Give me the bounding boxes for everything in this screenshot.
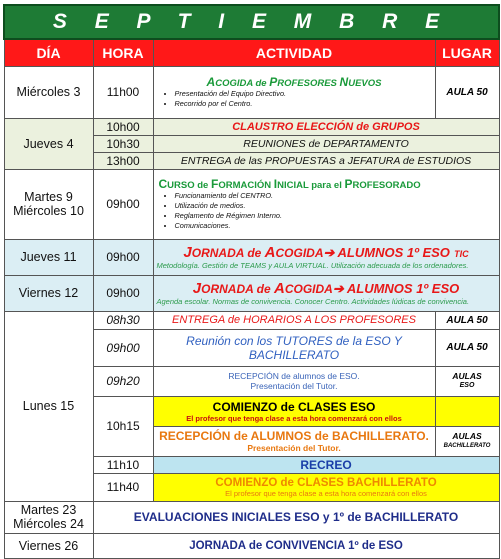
activity-subtitle: Metodología. Gestión de TEAMS y AULA VIRTUAL. Utilización adecuada de los ordenadores. (156, 261, 469, 270)
day-cell: Martes 23 Miércoles 24 (4, 501, 93, 533)
activity-cell (153, 239, 499, 275)
header-activity: ACTIVIDAD (153, 39, 435, 66)
activity-cell (153, 66, 435, 118)
day-cell: Jueves 4 (4, 118, 93, 169)
table-row (4, 118, 499, 135)
place-cell: AULA 50 (435, 311, 499, 329)
place-cell (435, 396, 499, 426)
hour-cell: 09h00 (93, 275, 153, 311)
day-cell: Miércoles 3 (4, 66, 93, 118)
hour-cell: 13h00 (93, 152, 153, 169)
table-row (4, 239, 499, 275)
table-row (4, 533, 499, 558)
day-cell: Lunes 15 (4, 311, 93, 501)
place-cell: AULA 50 (435, 66, 499, 118)
tic-label: TIC (454, 249, 469, 259)
hour-cell: 10h15 (93, 396, 153, 456)
activity-cell: COMIENZO de CLASES BACHILLERATO El profesor que tenga clase a esta hora comenzará con ellos (153, 473, 499, 501)
hour-cell: 11h10 (93, 456, 153, 473)
activity-list (157, 89, 432, 109)
list-item: • Comunicaciones. (175, 221, 496, 231)
hour-cell: 09h00 (93, 169, 153, 239)
list-item: • Utilización de medios. (175, 201, 496, 211)
header-row (4, 39, 499, 66)
activity-cell: RECEPCIÓN de ALUMNOS de BACHILLERATO. Presentación del Tutor. (153, 426, 435, 456)
list-item: • Presentación del Equipo Directivo. (175, 89, 432, 99)
activity-cell (153, 275, 499, 311)
activity-title: JORNADA de ACOGIDA➔ ALUMNOS 1º ESO (192, 280, 460, 297)
activity-list (157, 191, 496, 231)
activity-cell (153, 169, 499, 239)
activity-title: ACOGIDA de PROFESORES NUEVOS (206, 75, 382, 89)
table-row (4, 275, 499, 311)
activity-cell: CLAUSTRO ELECCIÓN de GRUPOS (153, 118, 499, 135)
hour-cell: 09h00 (93, 329, 153, 366)
hour-cell: 08h30 (93, 311, 153, 329)
activity-title: JORNADA de ACOGIDA➔ ALUMNOS 1º ESO TIC (183, 244, 469, 261)
list-item: • Reglamento de Régimen Interno. (175, 211, 496, 221)
place-cell: AULAS BACHILLERATO (435, 426, 499, 456)
table-row (4, 501, 499, 533)
activity-cell: JORNADA de CONVIVENCIA 1º de ESO (93, 533, 499, 558)
hour-cell: 10h30 (93, 135, 153, 152)
list-item: • Funcionamiento del CENTRO. (175, 191, 496, 201)
day-cell: Viernes 26 (4, 533, 93, 558)
activity-cell: RECREO (153, 456, 499, 473)
day-cell: Jueves 11 (4, 239, 93, 275)
hour-cell: 11h40 (93, 473, 153, 501)
day-cell: Viernes 12 (4, 275, 93, 311)
table-row (4, 66, 499, 118)
activity-subtitle: Agenda escolar. Normas de convivencia. Conocer Centro. Actividades lúdicas de convivencia. (156, 297, 470, 306)
activity-cell: RECEPCIÓN de alumnos de ESO. Presentación del Tutor. (153, 366, 435, 396)
schedule-sheet (3, 4, 498, 553)
activity-cell: COMIENZO de CLASES ESO El profesor que tenga clase a esta hora comenzará con ellos (153, 396, 435, 426)
activity-cell: Reunión con los TUTORES de la ESO Y BACHILLERATO (153, 329, 435, 366)
table-row (4, 169, 499, 239)
activity-cell: ENTREGA de HORARIOS A LOS PROFESORES (153, 311, 435, 329)
place-cell: AULAS ESO (435, 366, 499, 396)
activity-cell: REUNIONES de DEPARTAMENTO (153, 135, 499, 152)
activity-title: CURSO de FORMACIÓN INICIAL para el PROFESORADO (158, 177, 421, 191)
hour-cell: 11h00 (93, 66, 153, 118)
header-day: DÍA (4, 39, 93, 66)
hour-cell: 09h20 (93, 366, 153, 396)
day-cell: Martes 9 Miércoles 10 (4, 169, 93, 239)
hour-cell: 10h00 (93, 118, 153, 135)
schedule-table (3, 4, 500, 559)
hour-cell: 09h00 (93, 239, 153, 275)
list-item: • Recorrido por el Centro. (175, 99, 432, 109)
header-place: LUGAR (435, 39, 499, 66)
table-row (4, 311, 499, 329)
month-title: S E P T I E M B R E (4, 5, 499, 39)
activity-cell: ENTREGA de las PROPUESTAS a JEFATURA de ESTUDIOS (153, 152, 499, 169)
activity-cell: EVALUACIONES INICIALES ESO y 1º de BACHILLERATO (93, 501, 499, 533)
place-cell: AULA 50 (435, 329, 499, 366)
header-hour: HORA (93, 39, 153, 66)
